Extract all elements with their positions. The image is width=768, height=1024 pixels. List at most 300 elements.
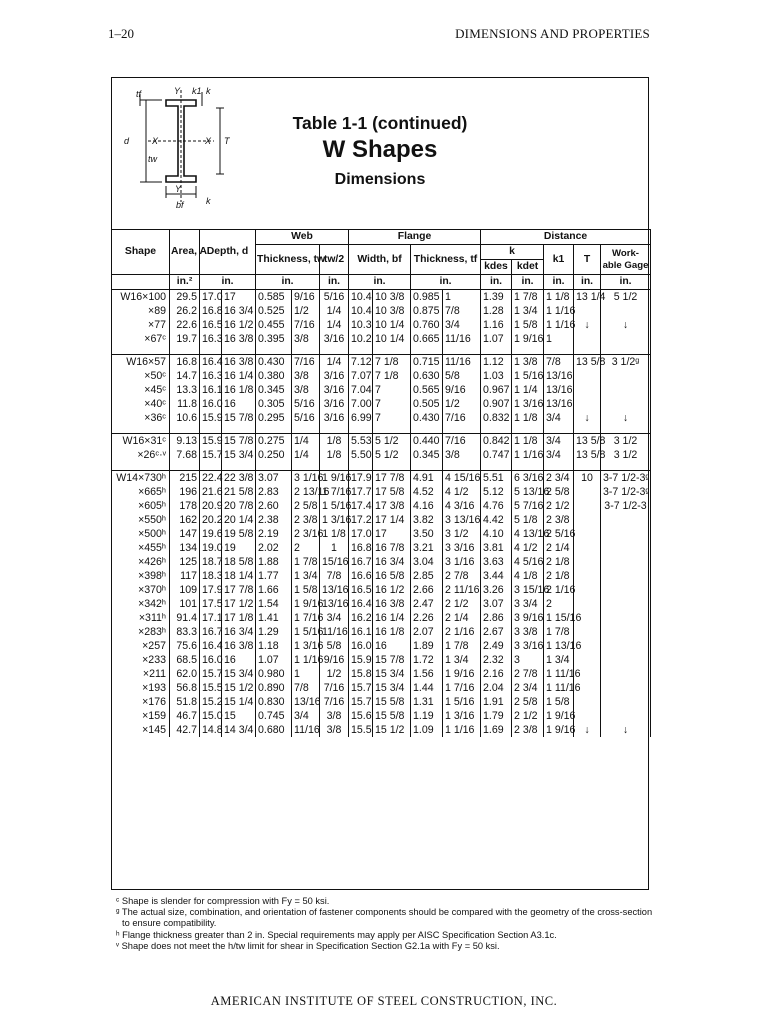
cell-tw-dec: 1.07 xyxy=(256,653,292,667)
cell-T xyxy=(574,513,601,527)
cell-tw-dec: 0.745 xyxy=(256,709,292,723)
cell-kdes: 1.79 xyxy=(481,709,512,723)
cell-tw2: 7/8 xyxy=(320,569,349,583)
cell-k1: 1 11/16 xyxy=(544,667,574,681)
spacer-cell xyxy=(256,462,292,471)
cell-kdet: 3 xyxy=(512,653,544,667)
cell-tf-frac: 1/2 xyxy=(443,397,481,411)
shape-cell: W16×57 xyxy=(112,355,170,370)
cell-gage: 3 1/2ᵍ xyxy=(601,355,651,370)
cell-tf-dec: 3.82 xyxy=(411,513,443,527)
cell-d-dec: 15.0 xyxy=(200,709,222,723)
shape-cell: ×283ʰ xyxy=(112,625,170,639)
cell-d-dec: 16.0 xyxy=(200,653,222,667)
shape-cell: ×311ʰ xyxy=(112,611,170,625)
cell-d-frac: 19 xyxy=(222,541,256,555)
shape-cell: ×398ʰ xyxy=(112,569,170,583)
cell-T xyxy=(574,527,601,541)
cell-T xyxy=(574,304,601,318)
table-row xyxy=(112,411,651,425)
table-row xyxy=(112,448,651,462)
unit-cell: in. xyxy=(544,275,574,290)
cell-tw2: 13/16 xyxy=(320,597,349,611)
cell-tf-frac: 2 1/16 xyxy=(443,625,481,639)
cell-tw-dec: 0.455 xyxy=(256,318,292,332)
cell-gage xyxy=(601,695,651,709)
cell-kdes: 0.832 xyxy=(481,411,512,425)
cell-k1: 1 7/8 xyxy=(544,625,574,639)
cell-bf-dec: 15.7 xyxy=(349,681,373,695)
cell-kdet: 2 5/8 xyxy=(512,695,544,709)
cell-tw-dec: 0.525 xyxy=(256,304,292,318)
cell-kdet: 6 3/16 xyxy=(512,471,544,486)
cell-tw2: 1/4 xyxy=(320,304,349,318)
cell-tf-dec: 1.72 xyxy=(411,653,443,667)
cell-tf-dec: 4.91 xyxy=(411,471,443,486)
shape-cell: W14×730ʰ xyxy=(112,471,170,486)
cell-kdes: 3.44 xyxy=(481,569,512,583)
w-shape-diagram xyxy=(118,84,258,224)
cell-tf-dec: 2.47 xyxy=(411,597,443,611)
spacer-cell xyxy=(481,462,512,471)
unit-cell: in. xyxy=(200,275,256,290)
cell-gage: ↓ xyxy=(601,723,651,737)
col-kdes: kdes xyxy=(481,260,512,275)
cell-kdet: 1 5/8 xyxy=(512,318,544,332)
table-row xyxy=(112,723,651,737)
cell-tf-dec: 0.760 xyxy=(411,318,443,332)
cell-area: 13.3 xyxy=(170,383,200,397)
label-y-bottom: Y xyxy=(175,184,182,194)
cell-bf-dec: 17.4 xyxy=(349,499,373,513)
cell-T xyxy=(574,369,601,383)
cell-gage xyxy=(601,397,651,411)
cell-kdes: 2.16 xyxy=(481,667,512,681)
cell-tw-frac: 3/8 xyxy=(292,383,320,397)
col-depth: Depth, d xyxy=(200,230,256,275)
cell-tw-frac: 1 5/16 xyxy=(292,625,320,639)
shape-cell: ×45ᶜ xyxy=(112,383,170,397)
cell-tw-dec: 1.66 xyxy=(256,583,292,597)
cell-tf-frac: 1 7/8 xyxy=(443,639,481,653)
label-y-top: Y xyxy=(174,86,181,96)
cell-area: 215 xyxy=(170,471,200,486)
cell-bf-frac: 10 3/8 xyxy=(373,290,411,305)
cell-kdet: 1 1/8 xyxy=(512,411,544,425)
cell-bf-dec: 5.50 xyxy=(349,448,373,462)
cell-kdet: 5 1/8 xyxy=(512,513,544,527)
cell-k1: 2 1/16 xyxy=(544,583,574,597)
cell-d-dec: 16.8 xyxy=(200,304,222,318)
cell-tf-frac: 4 3/16 xyxy=(443,499,481,513)
cell-bf-dec: 16.8 xyxy=(349,541,373,555)
spacer-cell xyxy=(512,462,544,471)
cell-area: 68.5 xyxy=(170,653,200,667)
shape-cell: ×550ʰ xyxy=(112,513,170,527)
cell-tf-frac: 4 1/2 xyxy=(443,485,481,499)
spacer-cell xyxy=(200,346,222,355)
cell-tw-dec: 0.305 xyxy=(256,397,292,411)
table-row xyxy=(112,527,651,541)
col-flange-width: Width, bf xyxy=(349,245,411,275)
cell-tf-dec: 0.565 xyxy=(411,383,443,397)
cell-T xyxy=(574,555,601,569)
table-row xyxy=(112,304,651,318)
cell-d-dec: 15.5 xyxy=(200,681,222,695)
spacer-cell xyxy=(349,346,373,355)
spacer-cell xyxy=(222,346,256,355)
unit-cell: in. xyxy=(349,275,411,290)
cell-bf-frac: 15 5/8 xyxy=(373,709,411,723)
cell-bf-dec: 17.7 xyxy=(349,485,373,499)
cell-tw-frac: 2 3/8 xyxy=(292,513,320,527)
page-header xyxy=(108,26,650,44)
cell-bf-dec: 16.1 xyxy=(349,625,373,639)
col-k1: k1 xyxy=(544,245,574,275)
cell-kdes: 1.69 xyxy=(481,723,512,737)
cell-T xyxy=(574,485,601,499)
cell-tw2: 3/16 xyxy=(320,383,349,397)
cell-tw-frac: 3 1/16 xyxy=(292,471,320,486)
spacer-cell xyxy=(411,462,443,471)
cell-T xyxy=(574,625,601,639)
cell-T xyxy=(574,695,601,709)
cell-tw2: 13/16 xyxy=(320,583,349,597)
spacer-cell xyxy=(170,346,200,355)
cell-gage xyxy=(601,583,651,597)
shape-cell: ×89 xyxy=(112,304,170,318)
cell-tf-dec: 4.52 xyxy=(411,485,443,499)
cell-T: 13 1/4 xyxy=(574,290,601,305)
cell-tf-dec: 0.345 xyxy=(411,448,443,462)
cell-tw-frac: 2 3/16 xyxy=(292,527,320,541)
cell-kdes: 1.91 xyxy=(481,695,512,709)
table-row xyxy=(112,597,651,611)
cell-bf-frac: 16 5/8 xyxy=(373,569,411,583)
cell-tw2: 5/16 xyxy=(320,290,349,305)
col-web-thickness: Thickness, tw xyxy=(256,245,320,275)
shape-cell: W16×100 xyxy=(112,290,170,305)
cell-tf-dec: 3.21 xyxy=(411,541,443,555)
cell-area: 22.6 xyxy=(170,318,200,332)
cell-T: 13 5/8 xyxy=(574,434,601,449)
cell-bf-dec: 16.2 xyxy=(349,611,373,625)
spacer-cell xyxy=(481,425,512,434)
cell-tw-dec: 1.77 xyxy=(256,569,292,583)
cell-area: 134 xyxy=(170,541,200,555)
cell-bf-dec: 15.8 xyxy=(349,667,373,681)
table-row xyxy=(112,332,651,346)
cell-gage xyxy=(601,304,651,318)
cell-tf-frac: 1 3/4 xyxy=(443,653,481,667)
cell-d-frac: 17 1/8 xyxy=(222,611,256,625)
cell-bf-dec: 16.6 xyxy=(349,569,373,583)
cell-tw-dec: 2.19 xyxy=(256,527,292,541)
cell-tf-frac: 1 3/16 xyxy=(443,709,481,723)
spacer-cell xyxy=(170,425,200,434)
cell-tw-frac: 1/4 xyxy=(292,448,320,462)
cell-tf-dec: 2.85 xyxy=(411,569,443,583)
cell-tf-dec: 1.09 xyxy=(411,723,443,737)
cell-kdes: 3.81 xyxy=(481,541,512,555)
table-row xyxy=(112,611,651,625)
group-spacer xyxy=(112,346,651,355)
spacer-cell xyxy=(112,425,170,434)
cell-area: 19.7 xyxy=(170,332,200,346)
cell-k1: 7/8 xyxy=(544,355,574,370)
cell-tf-dec: 0.630 xyxy=(411,369,443,383)
table-row xyxy=(112,639,651,653)
shape-cell: ×500ʰ xyxy=(112,527,170,541)
cell-tw2: 3/16 xyxy=(320,397,349,411)
cell-d-dec: 18.7 xyxy=(200,555,222,569)
cell-tw2: 15/16 xyxy=(320,555,349,569)
cell-kdet: 5 7/16 xyxy=(512,499,544,513)
cell-gage xyxy=(601,611,651,625)
cell-kdes: 3.07 xyxy=(481,597,512,611)
cell-tw-frac: 1 3/4 xyxy=(292,569,320,583)
cell-gage xyxy=(601,681,651,695)
col-web: Web xyxy=(256,230,349,245)
cell-tw-dec: 1.29 xyxy=(256,625,292,639)
cell-kdet: 2 7/8 xyxy=(512,667,544,681)
cell-d-frac: 16 3/4 xyxy=(222,625,256,639)
cell-tw-dec: 1.54 xyxy=(256,597,292,611)
cell-d-frac: 18 5/8 xyxy=(222,555,256,569)
cell-d-dec: 15.7 xyxy=(200,448,222,462)
cell-tw-dec: 0.295 xyxy=(256,411,292,425)
table-row xyxy=(112,513,651,527)
table-row xyxy=(112,318,651,332)
cell-area: 56.8 xyxy=(170,681,200,695)
cell-bf-frac: 5 1/2 xyxy=(373,434,411,449)
cell-kdes: 3.26 xyxy=(481,583,512,597)
table-row xyxy=(112,667,651,681)
cell-bf-frac: 5 1/2 xyxy=(373,448,411,462)
cell-T xyxy=(574,597,601,611)
cell-bf-frac: 10 3/8 xyxy=(373,304,411,318)
cell-bf-dec: 10.4 xyxy=(349,290,373,305)
cell-d-dec: 15.9 xyxy=(200,434,222,449)
cell-k1: 2 5/8 xyxy=(544,485,574,499)
cell-tw2: 3/16 xyxy=(320,369,349,383)
cell-T xyxy=(574,569,601,583)
cell-tf-frac: 3 1/2 xyxy=(443,527,481,541)
cell-k1: 1 9/16 xyxy=(544,709,574,723)
cell-d-dec: 16.7 xyxy=(200,625,222,639)
cell-T xyxy=(574,383,601,397)
cell-kdes: 4.42 xyxy=(481,513,512,527)
label-t: T xyxy=(224,136,230,146)
cell-bf-frac: 10 1/4 xyxy=(373,318,411,332)
spacer-cell xyxy=(544,462,574,471)
cell-tf-dec: 2.66 xyxy=(411,583,443,597)
cell-d-frac: 18 1/4 xyxy=(222,569,256,583)
spacer-cell xyxy=(200,425,222,434)
group-spacer xyxy=(112,425,651,434)
cell-kdet: 2 3/4 xyxy=(512,681,544,695)
cell-tf-dec: 1.44 xyxy=(411,681,443,695)
cell-tw2: 1 7/16 xyxy=(320,485,349,499)
cell-tf-frac: 1 xyxy=(443,290,481,305)
cell-T: ↓ xyxy=(574,411,601,425)
cell-d-dec: 15.9 xyxy=(200,411,222,425)
cell-tw2: 3/8 xyxy=(320,709,349,723)
cell-tf-frac: 3 13/16 xyxy=(443,513,481,527)
cell-kdes: 0.747 xyxy=(481,448,512,462)
cell-d-frac: 15 1/4 xyxy=(222,695,256,709)
cell-d-dec: 15.2 xyxy=(200,695,222,709)
cell-d-frac: 16 1/8 xyxy=(222,383,256,397)
cell-bf-dec: 7.00 xyxy=(349,397,373,411)
cell-d-frac: 15 3/4 xyxy=(222,667,256,681)
cell-T: 13 5/8 xyxy=(574,448,601,462)
unit-cell: in. xyxy=(320,275,349,290)
shape-cell: ×67ᶜ xyxy=(112,332,170,346)
cell-kdes: 1.16 xyxy=(481,318,512,332)
cell-area: 51.8 xyxy=(170,695,200,709)
label-tf: tf xyxy=(136,89,142,99)
cell-bf-dec: 10.4 xyxy=(349,304,373,318)
cell-tw-frac: 3/4 xyxy=(292,709,320,723)
cell-kdes: 1.28 xyxy=(481,304,512,318)
cell-area: 147 xyxy=(170,527,200,541)
cell-d-frac: 15 3/4 xyxy=(222,448,256,462)
col-distance: Distance xyxy=(481,230,651,245)
cell-tw-frac: 7/8 xyxy=(292,681,320,695)
cell-bf-frac: 16 3/8 xyxy=(373,597,411,611)
cell-tf-dec: 3.04 xyxy=(411,555,443,569)
cell-bf-frac: 17 xyxy=(373,527,411,541)
spacer-cell xyxy=(320,462,349,471)
spacer-cell xyxy=(256,346,292,355)
cell-tw-dec: 1.41 xyxy=(256,611,292,625)
cell-d-dec: 19.6 xyxy=(200,527,222,541)
shape-cell: ×665ʰ xyxy=(112,485,170,499)
cell-d-frac: 16 1/2 xyxy=(222,318,256,332)
spacer-cell xyxy=(574,425,601,434)
cell-k1: 1 13/16 xyxy=(544,639,574,653)
cell-tw2: 3/16 xyxy=(320,411,349,425)
footnote-h: ʰ Flange thickness greater than 2 in. Special requirements may apply per AISC Specification Section A3.1c. xyxy=(116,929,557,940)
cell-gage xyxy=(601,527,651,541)
shape-cell: ×426ʰ xyxy=(112,555,170,569)
cell-bf-frac: 16 7/8 xyxy=(373,541,411,555)
table-row xyxy=(112,583,651,597)
cell-d-dec: 16.0 xyxy=(200,397,222,411)
cell-kdet: 1 3/16 xyxy=(512,397,544,411)
cell-d-dec: 17.0 xyxy=(200,290,222,305)
col-t: T xyxy=(574,245,601,275)
cell-gage: 5 1/2 xyxy=(601,290,651,305)
cell-tw-dec: 0.345 xyxy=(256,383,292,397)
cell-d-dec: 15.7 xyxy=(200,667,222,681)
cell-area: 178 xyxy=(170,499,200,513)
shape-cell: ×77 xyxy=(112,318,170,332)
cell-gage xyxy=(601,625,651,639)
cell-tw-dec: 2.83 xyxy=(256,485,292,499)
cell-kdet: 3 3/8 xyxy=(512,625,544,639)
cell-tf-frac: 2 1/2 xyxy=(443,597,481,611)
cell-gage xyxy=(601,653,651,667)
cell-kdet: 1 5/16 xyxy=(512,369,544,383)
cell-tw-frac: 1 7/16 xyxy=(292,611,320,625)
cell-bf-frac: 7 xyxy=(373,383,411,397)
cell-bf-frac: 15 3/4 xyxy=(373,681,411,695)
page-footer: AMERICAN INSTITUTE OF STEEL CONSTRUCTION, INC. xyxy=(210,994,558,1008)
col-area: Area, A xyxy=(170,230,200,275)
cell-tw-frac: 1 9/16 xyxy=(292,597,320,611)
cell-T xyxy=(574,709,601,723)
cell-bf-frac: 7 xyxy=(373,397,411,411)
spacer-cell xyxy=(320,425,349,434)
cell-bf-frac: 15 7/8 xyxy=(373,653,411,667)
col-tw-half: tw/2 xyxy=(320,245,349,275)
cell-d-frac: 14 3/4 xyxy=(222,723,256,737)
table-row xyxy=(112,369,651,383)
footnote-v: ᵛ Shape does not meet the h/tw limit for shear in Specification Section G2.1a with Fy = 50 ksi. xyxy=(116,940,500,951)
col-flange: Flange xyxy=(349,230,481,245)
table-caption: Table 1-1 (continued) xyxy=(292,113,468,133)
cell-bf-dec: 7.12 xyxy=(349,355,373,370)
spacer-cell xyxy=(256,425,292,434)
cell-d-dec: 16.3 xyxy=(200,332,222,346)
cell-tw-frac: 1 3/16 xyxy=(292,639,320,653)
cell-tw-frac: 2 xyxy=(292,541,320,555)
cell-area: 9.13 xyxy=(170,434,200,449)
cell-tf-dec: 4.16 xyxy=(411,499,443,513)
cell-tf-frac: 3 3/16 xyxy=(443,541,481,555)
cell-d-dec: 14.8 xyxy=(200,723,222,737)
cell-kdet: 1 3/4 xyxy=(512,304,544,318)
cell-tf-frac: 2 11/16 xyxy=(443,583,481,597)
spacer-cell xyxy=(574,346,601,355)
cell-d-dec: 16.5 xyxy=(200,318,222,332)
cell-k1: 13/16 xyxy=(544,383,574,397)
spacer-cell xyxy=(443,425,481,434)
cell-tf-frac: 1 1/16 xyxy=(443,723,481,737)
cell-k1: 2 5/16 xyxy=(544,527,574,541)
shape-cell: ×342ʰ xyxy=(112,597,170,611)
cell-bf-dec: 7.07 xyxy=(349,369,373,383)
unit-cell: in. xyxy=(574,275,601,290)
cell-kdet: 3 3/4 xyxy=(512,597,544,611)
cell-d-frac: 15 xyxy=(222,709,256,723)
cell-kdet: 3 3/16 xyxy=(512,639,544,653)
cell-d-dec: 20.2 xyxy=(200,513,222,527)
label-tw: tw xyxy=(148,154,157,164)
cell-area: 46.7 xyxy=(170,709,200,723)
cell-tf-dec: 0.985 xyxy=(411,290,443,305)
cell-tf-dec: 0.505 xyxy=(411,397,443,411)
cell-gage xyxy=(601,513,651,527)
cell-T xyxy=(574,332,601,346)
table-row xyxy=(112,555,651,569)
table-title: W Shapes xyxy=(322,136,438,163)
cell-tw2: 1 3/16 xyxy=(320,513,349,527)
table-row xyxy=(112,485,651,499)
cell-kdet: 1 7/8 xyxy=(512,290,544,305)
cell-tw-dec: 0.830 xyxy=(256,695,292,709)
cell-bf-dec: 17.0 xyxy=(349,527,373,541)
cell-tf-frac: 7/8 xyxy=(443,304,481,318)
cell-area: 117 xyxy=(170,569,200,583)
shape-cell: ×211 xyxy=(112,667,170,681)
cell-T xyxy=(574,583,601,597)
cell-bf-frac: 16 1/4 xyxy=(373,611,411,625)
cell-bf-dec: 15.5 xyxy=(349,723,373,737)
cell-tf-frac: 2 7/8 xyxy=(443,569,481,583)
